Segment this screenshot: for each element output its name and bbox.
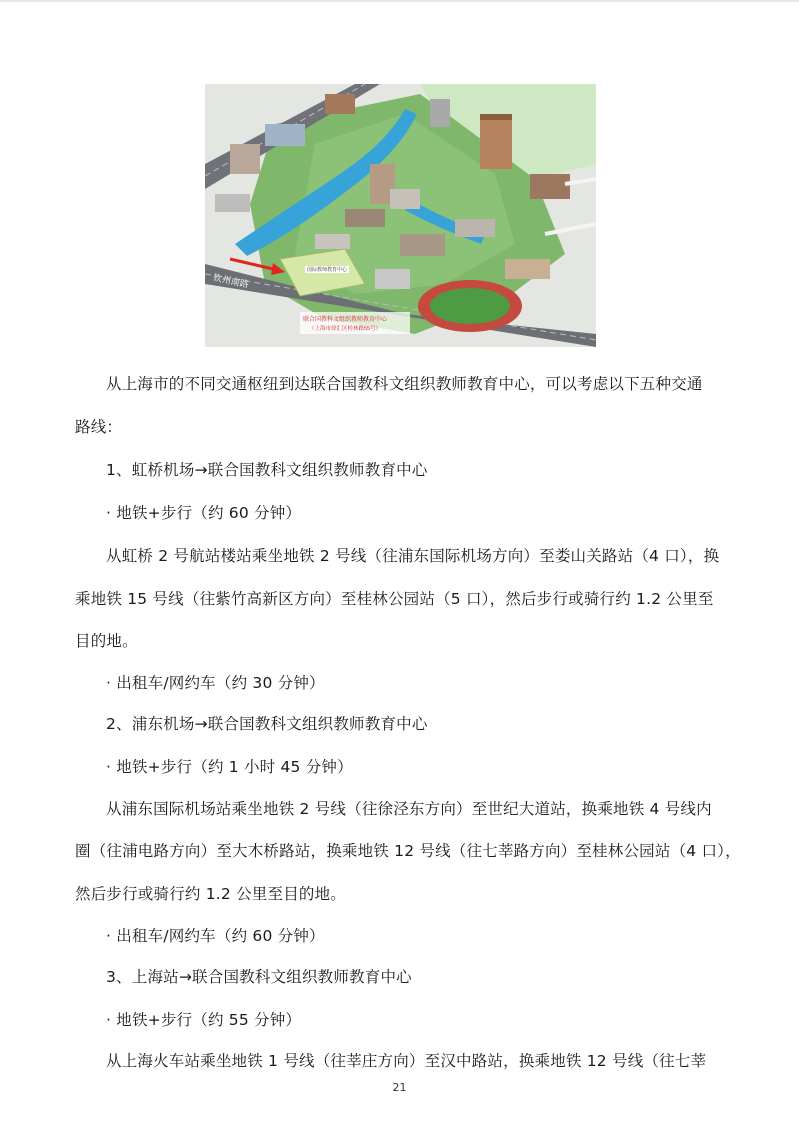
map-callout-label: 国际教师教育中心	[307, 267, 348, 273]
route-paragraph-line: 然后步行或骑行约 1.2 公里至目的地。	[75, 885, 347, 903]
map-caption-line1: 联合国教科文组织教师教育中心	[303, 317, 388, 323]
route-paragraph-line: 圈（往浦电路方向）至大木桥路站，换乘地铁 12 号线（往七莘路方向）至桂林公园站（4 口），	[75, 842, 741, 860]
page-top-rule	[0, 0, 799, 2]
route-paragraph-line: 从虹桥 2 号航站楼站乘坐地铁 2 号线（往浦东国际机场方向）至娄山关路站（4 口），换	[106, 547, 720, 565]
map-caption-line2: （上海市徐汇区桂林路55号）	[309, 326, 382, 332]
map-road-label: 钦州南路	[212, 272, 250, 290]
option-taxi: · 出租车/网约车（约 30 分钟）	[106, 674, 325, 692]
option-metro-walk: · 地铁+步行（约 60 分钟）	[106, 504, 302, 522]
route-paragraph-line: 从上海火车站乘坐地铁 1 号线（往莘庄方向）至汉中路站，换乘地铁 12 号线（往七莘	[106, 1052, 707, 1070]
section-heading-shanghai-station: 3、上海站→联合国教科文组织教师教育中心	[106, 968, 412, 986]
route-paragraph-line: 乘地铁 15 号线（往紫竹高新区方向）至桂林公园站（5 口），然后步行或骑行约 1.2 公里至	[75, 590, 714, 608]
route-paragraph-line: 目的地。	[75, 632, 138, 650]
section-heading-hongqiao: 1、虹桥机场→联合国教科文组织教师教育中心	[106, 461, 428, 479]
option-metro-walk: · 地铁+步行（约 1 小时 45 分钟）	[106, 758, 353, 776]
route-paragraph-line: 从浦东国际机场站乘坐地铁 2 号线（往徐泾东方向）至世纪大道站，换乘地铁 4 号线内	[106, 800, 712, 818]
campus-map-image	[205, 84, 596, 347]
option-taxi: · 出租车/网约车（约 60 分钟）	[106, 927, 325, 945]
option-metro-walk: · 地铁+步行（约 55 分钟）	[106, 1011, 302, 1029]
page-number: 21	[392, 1081, 407, 1094]
intro-paragraph-line: 路线：	[75, 418, 123, 436]
section-heading-pudong: 2、浦东机场→联合国教科文组织教师教育中心	[106, 715, 428, 733]
intro-paragraph-line: 从上海市的不同交通枢纽到达联合国教科文组织教师教育中心，可以考虑以下五种交通	[106, 375, 703, 393]
